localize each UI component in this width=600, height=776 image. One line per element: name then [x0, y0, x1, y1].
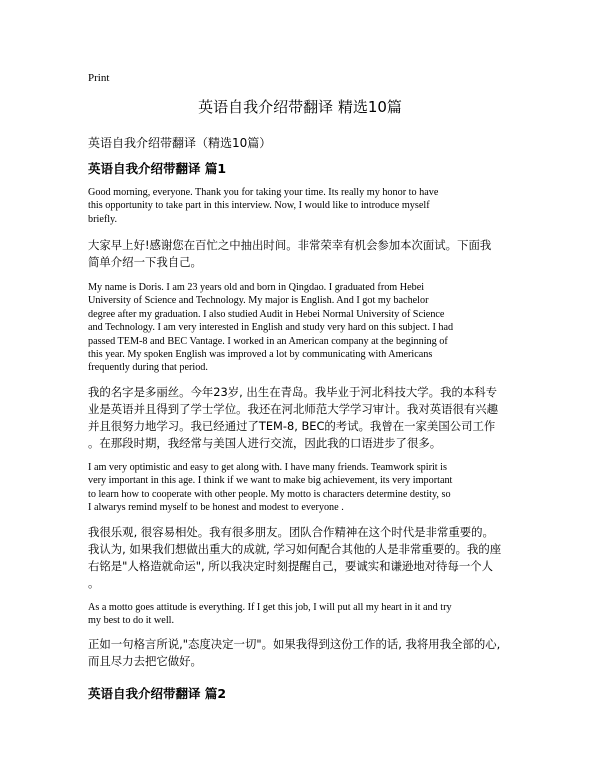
- document-title: 英语自我介绍带翻译 精选10篇: [198, 98, 402, 116]
- text-line: 正如一句格言所说,"态度决定一切"。如果我得到这份工作的话, 我将用我全部的心,: [88, 637, 501, 651]
- text-line: 并且很努力地学习。我已经通过了TEM-8, BEC的考试。我曾在一家美国公司工作: [88, 419, 496, 433]
- text-line: this opportunity to take part in this interview. Now, I would like to introduce myself: [88, 200, 430, 212]
- paragraph-chinese-3: [88, 524, 518, 592]
- text-line: 我的名字是多丽丝。今年23岁, 出生在青岛。我毕业于河北科技大学。我的本科专: [88, 385, 498, 399]
- text-line: University of Science and Technology. My major is English. And I got my bachelor: [88, 295, 429, 307]
- text-line: to learn how to cooperate with other people. My motto is characters determine destity, so: [88, 488, 451, 500]
- text-line: this year. My spoken English was improved a lot by communicating with Americans: [88, 349, 433, 361]
- text-line: 业是英语并且得到了学士学位。我还在河北师范大学学习审计。我对英语很有兴趣: [88, 402, 499, 416]
- text-line: 而且尽力去把它做好。: [88, 654, 202, 668]
- text-line: 。: [88, 576, 100, 590]
- text-line: passed TEM-8 and BEC Vantage. I worked in an American company at the beginning of: [88, 335, 448, 347]
- section-heading-2: 英语自我介绍带翻译 篇2: [88, 686, 227, 701]
- text-line: my best to do it well.: [88, 615, 175, 627]
- section-heading-1: 英语自我介绍带翻译 篇1: [88, 161, 227, 176]
- text-line: 。在那段时期，我经常与美国人进行交流，因此我的口语进步了很多。: [88, 436, 442, 450]
- paragraph-chinese-4: [88, 636, 518, 670]
- text-line: very important in this age. I think if we want to make big achievement, its very important: [88, 475, 453, 487]
- text-line: 我认为, 如果我们想做出重大的成就, 学习如何配合其他的人是非常重要的。我的座: [88, 542, 502, 556]
- text-line: degree after my graduation. I also studied Audit in Hebei Normal University of Science: [88, 308, 445, 320]
- text-line: I alwarys remind myself to be honest and modest to everyone .: [88, 502, 344, 514]
- text-line: 我很乐观, 很容易相处。我有很多朋友。团队合作精神在这个时代是非常重要的。: [88, 525, 494, 539]
- paragraph-english-1: [88, 186, 508, 226]
- paragraph-chinese-2: [88, 384, 518, 452]
- text-line: Good morning, everyone. Thank you for taking your time. Its really my honor to have: [88, 187, 439, 198]
- text-line: 大家早上好!感谢您在百忙之中抽出时间。非常荣幸有机会参加本次面试。下面我: [88, 238, 492, 252]
- text-line: As a motto goes attitude is everything. If I get this job, I will put all my heart in it and try: [88, 602, 452, 613]
- text-line: 简单介绍一下我自己。: [88, 255, 202, 269]
- paragraph-english-2: [88, 281, 508, 375]
- text-line: briefly.: [88, 213, 118, 225]
- paragraph-chinese-1: [88, 237, 518, 271]
- text-line: 右铭是"人格造就命运", 所以我决定时刻提醒自己，要诚实和谦逊地对待每一个人: [88, 559, 494, 573]
- print-label: Print: [88, 72, 110, 84]
- text-line: My name is Doris. I am 23 years old and born in Qingdao. I graduated from Hebei: [88, 282, 425, 293]
- document-subtitle: 英语自我介绍带翻译（精选10篇）: [88, 136, 272, 150]
- paragraph-english-3: [88, 461, 508, 515]
- paragraph-english-4: [88, 601, 508, 628]
- text-line: frequently during that period.: [88, 362, 208, 374]
- text-line: I am very optimistic and easy to get along with. I have many friends. Teamwork spirit is: [88, 462, 447, 473]
- text-line: and Technology. I am very interested in English and study very hard on this subject. I had: [88, 322, 454, 334]
